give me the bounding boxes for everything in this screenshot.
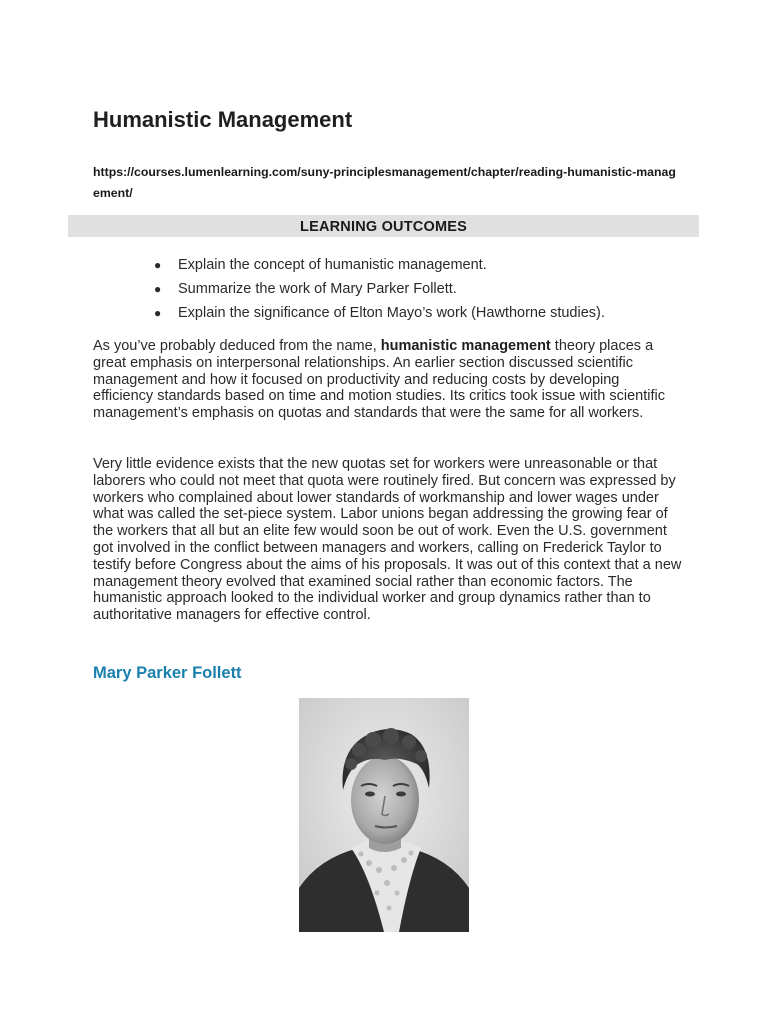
paragraph-text: theory places a great emphasis on interpersonal relationships. An earlier section discussed scientific management and how it focused on productivity and reducing costs by developing efficiency standards based on time and motion studies. Its critics took issue with scientific management’s emphasis on quotas and standards that were the same for all workers. [93,338,665,422]
bullet-icon: ● [154,282,162,296]
paragraph-text: As you’ve probably deduced from the name, [93,338,381,354]
learning-outcomes-list [150,255,605,327]
bullet-icon: ● [154,258,162,272]
context-paragraph: Very little evidence exists that the new quotas set for workers were unreasonable or that laborers who could not meet that quota were routinely fired. But concern was expressed by workers who complained about lower standards of workmanship and lower wages under what was called the set-piece system. Labor unions began addressing the growing fear of the workers that all but an elite few would soon be out of work. Even the U.S. government got involved in the conflict between managers and workers, calling on Frederick Taylor to testify before Congress about the aims of his proposals. It was out of this context that a new management theory evolved that examined social rather than economic factors. The humanistic approach looked to the individual worker and group dynamics rather than to authoritative managers for effective control. [93,456,682,624]
list-item [150,279,605,303]
bullet-icon: ● [154,306,162,320]
intro-paragraph [93,338,683,422]
outcome-text: Explain the concept of humanistic management. [178,257,487,273]
outcome-text: Summarize the work of Mary Parker Follett. [178,281,457,297]
section-heading: Mary Parker Follett [93,664,242,682]
source-url-link[interactable]: https://courses.lumenlearning.com/suny-principlesmanagement/chapter/reading-humanistic-management/ [93,165,676,200]
page-title: Humanistic Management [93,107,353,132]
portrait-photo [299,698,469,932]
list-item [150,303,605,327]
bold-term: humanistic management [380,338,551,354]
outcome-text: Explain the significance of Elton Mayo’s work (Hawthorne studies). [178,305,605,321]
learning-outcomes-heading: LEARNING OUTCOMES [68,215,699,237]
list-item [150,255,605,279]
